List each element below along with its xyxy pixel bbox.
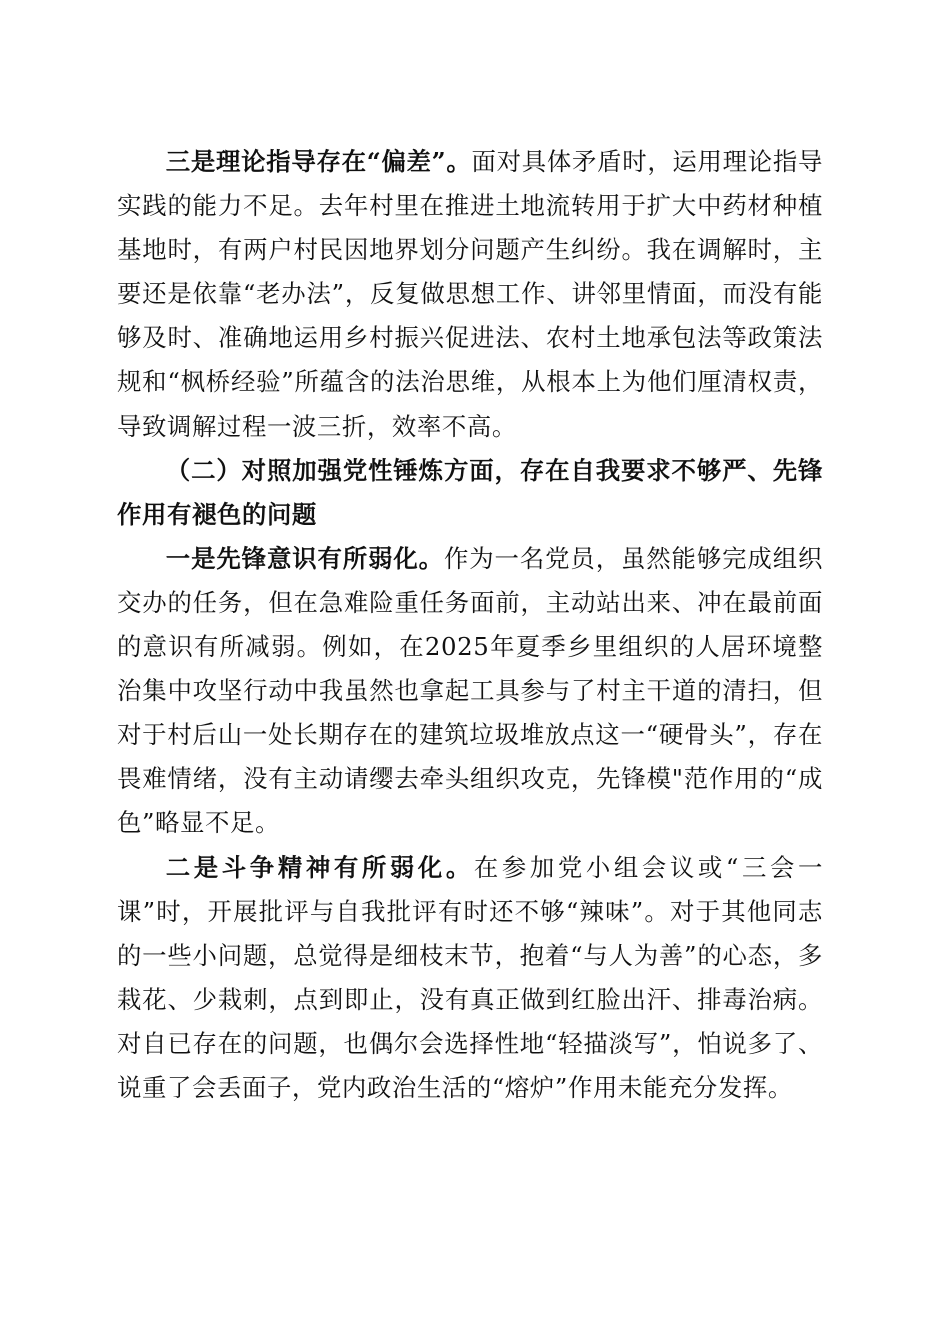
paragraph-text: 作为一名党员，虽然能够完成组织交办的任务，但在急难险重任务面前，主动站出来、冲在最前面的意识有所减弱。例如，在2025年夏季乡里组织的人居环境整治集中攻坚行动中我虽然也拿起工具参与了村主干道的清扫，但对于村后山一处长期存在的建筑垃圾堆放点这一“硬骨头”，存在畏难情绪，没有主动请缨去牵头组织攻克，先锋模"范作用的“成色”略显不足。 — [117, 543, 823, 838]
paragraph-lead: 二是斗争精神有所弱化。 — [165, 852, 474, 882]
document-body — [117, 140, 823, 1110]
section-heading: （二）对照加强党性锤炼方面，存在自我要求不够严、先锋作用有褪色的问题 — [117, 455, 823, 529]
paragraph-struggle-spirit — [117, 846, 823, 1111]
paragraph-lead: 一是先锋意识有所弱化。 — [165, 543, 444, 573]
paragraph-text: 面对具体矛盾时，运用理论指导实践的能力不足。去年村里在推进土地流转用于扩大中药材种植基地时，有两户村民因地界划分问题产生纠纷。我在调解时，主要还是依靠“老办法”，反复做思想工作、讲邻里情面，而没有能够及时、准确地运用乡村振兴促进法、农村土地承包法等政策法规和“枫桥经验”所蕴含的法治思维，从根本上为他们厘清权责，导致调解过程一波三折，效率不高。 — [117, 147, 823, 441]
paragraph-theory-guidance — [117, 140, 823, 449]
paragraph-lead: 三是理论指导存在“偏差”。 — [165, 147, 472, 176]
paragraph-vanguard-awareness — [117, 537, 823, 846]
paragraph-text: 在参加党小组会议或“三会一课”时，开展批评与自我批评有时还不够“辣味”。对于其他同志的一些小问题，总觉得是细枝末节，抱着“与人为善”的心态，多栽花、少栽刺，点到即止，没有真正做到红脸出汗、排毒治病。对自已存在的问题，也偶尔会选择性地“轻描淡写”，怕说多了、说重了会丢面子，党内政治生活的“熔炉”作用未能充分发挥。 — [117, 852, 823, 1102]
